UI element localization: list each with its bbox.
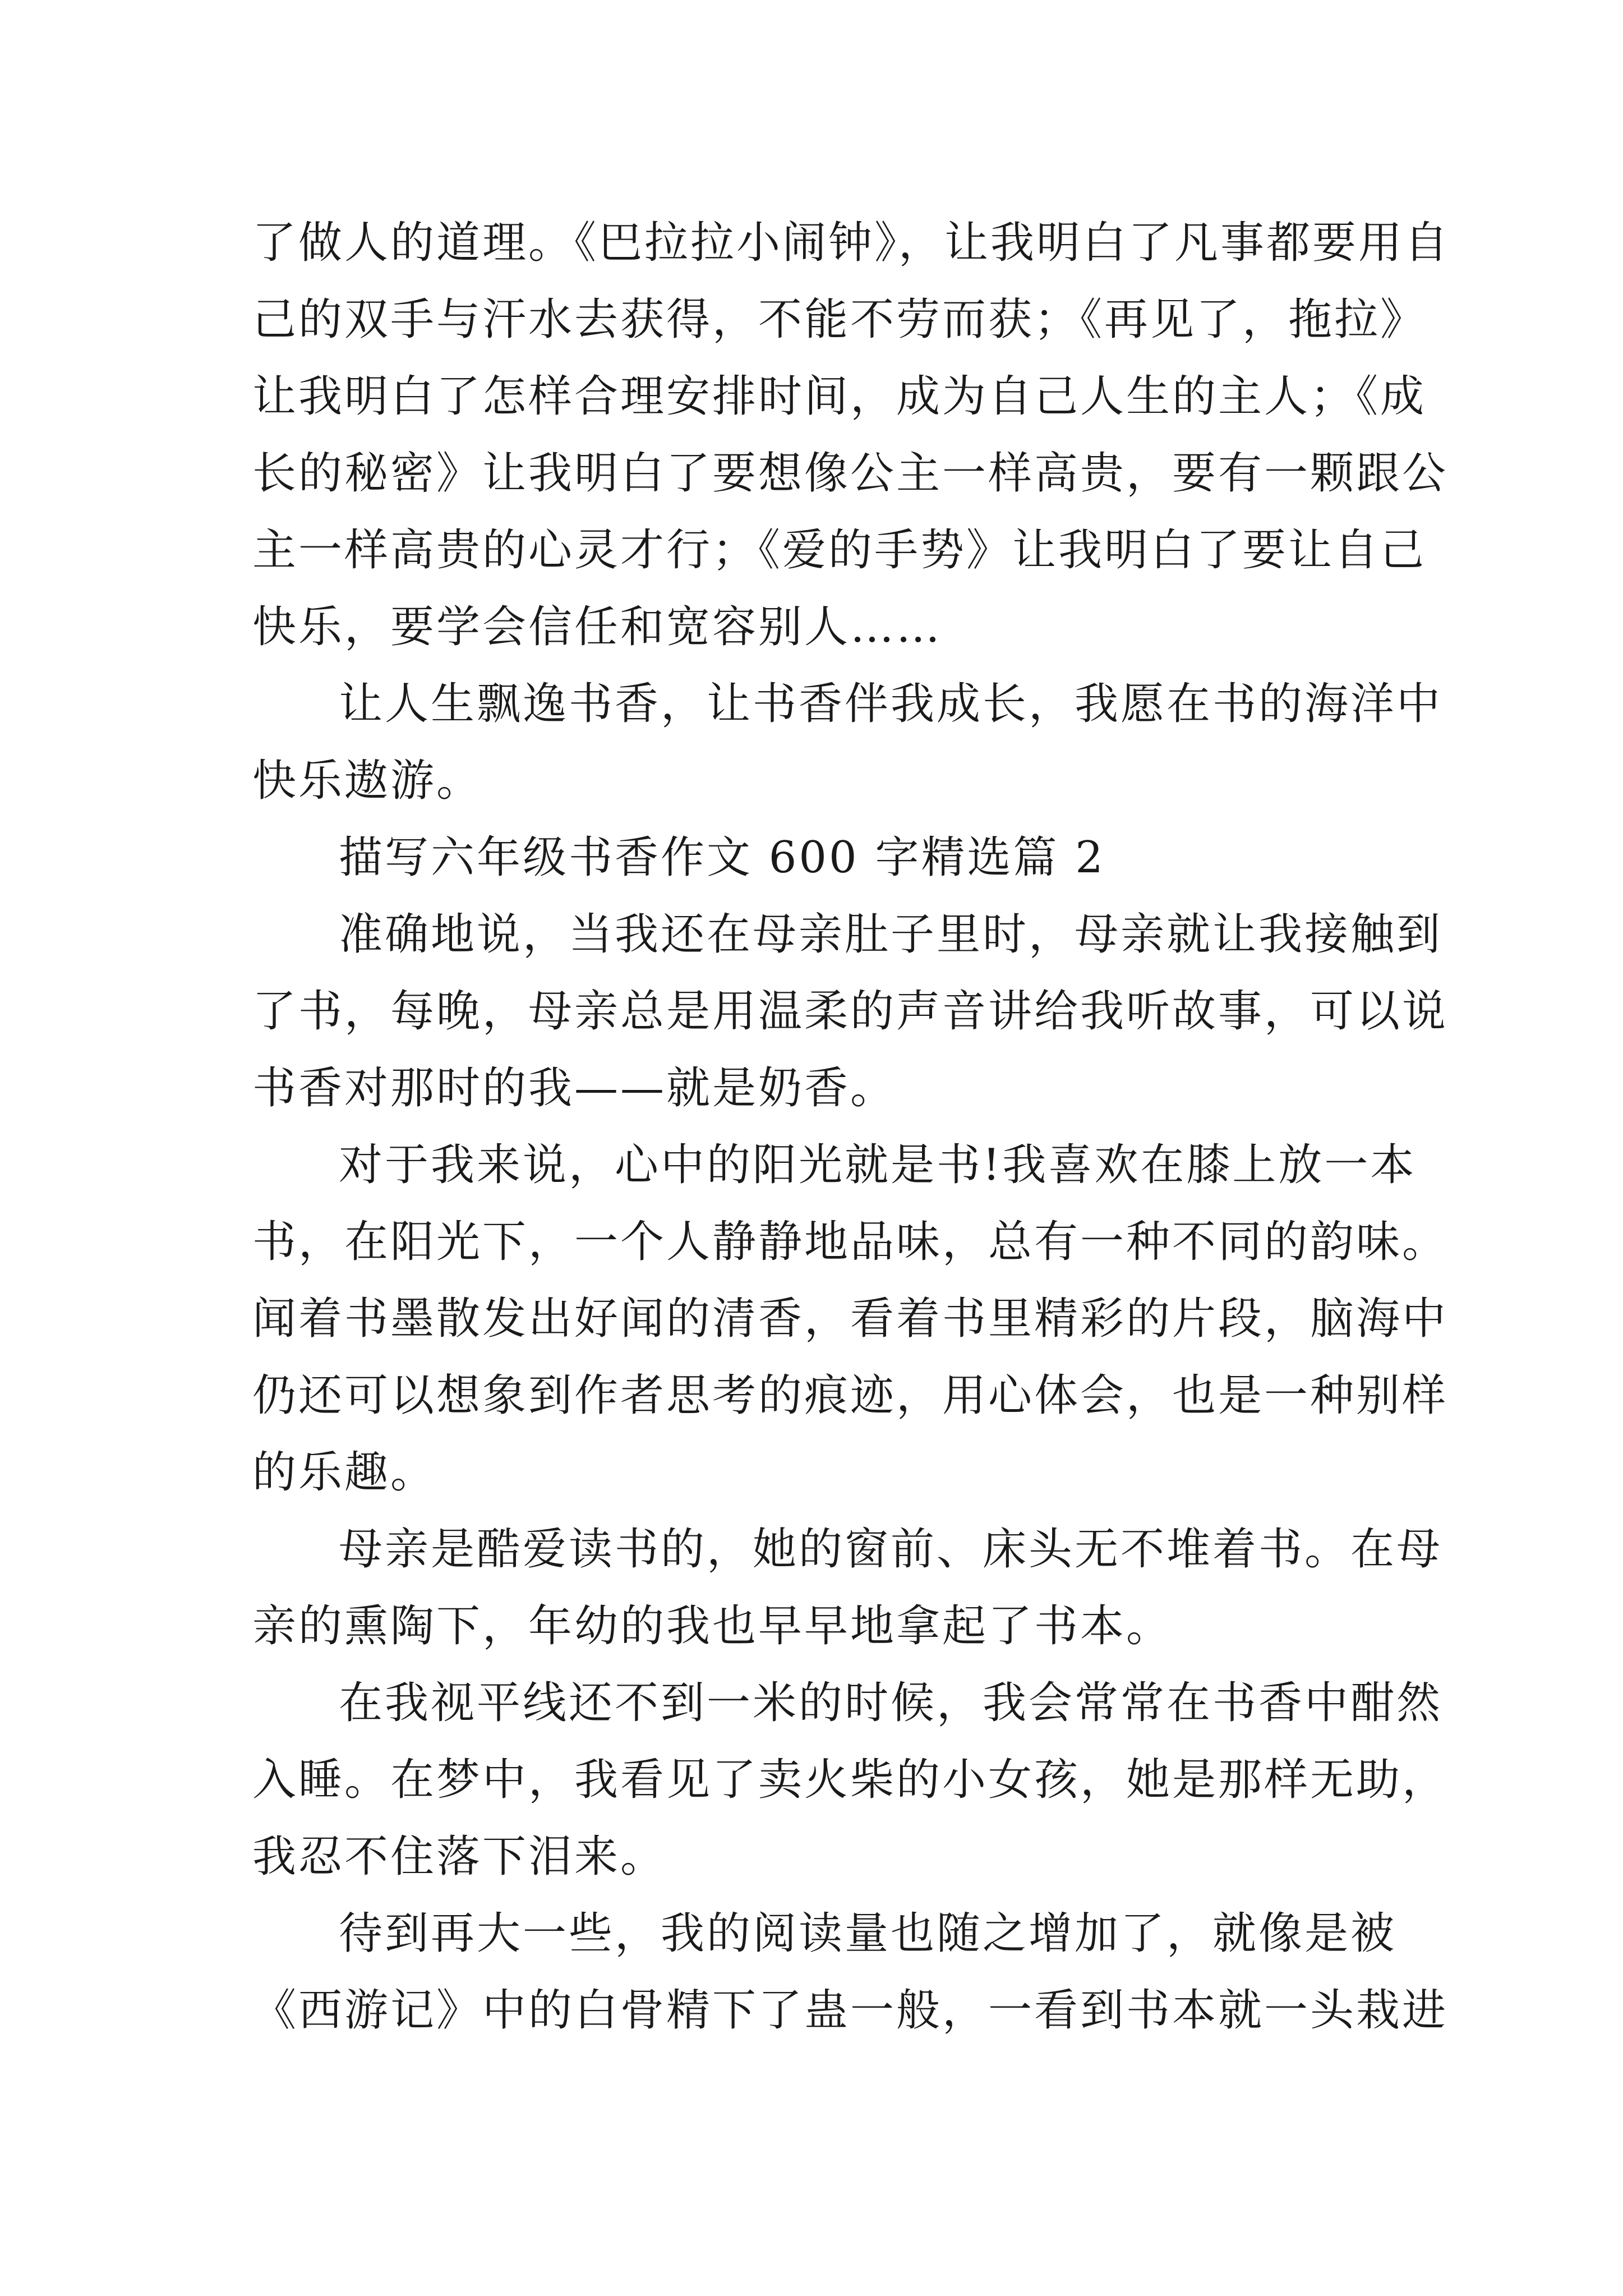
text-line: 闻着书墨散发出好闻的清香，看着书里精彩的片段，脑海中 (252, 1294, 1449, 1344)
paragraph-start: 准确地说，当我还在母亲肚子里时，母亲就让我接触到 (339, 909, 1443, 960)
paragraph-start: 对于我来说，心中的阳光就是书!我喜欢在膝上放一本 (339, 1140, 1417, 1190)
text-line: 让我明白了怎样合理安排时间，成为自己人生的主人；《成 (252, 371, 1427, 422)
text-line: 己的双手与汗水去获得，不能不劳而获；《再见了，拖拉》 (252, 295, 1427, 345)
text-line: 了做人的道理。《巴拉拉小闹钟》，让我明白了凡事都要用自 (252, 218, 1451, 268)
text-line: 主一样高贵的心灵才行；《爱的手势》让我明白了要让自己 (252, 525, 1427, 576)
text-line: 入睡。在梦中，我看见了卖火柴的小女孩，她是那样无助， (252, 1755, 1449, 1805)
text-line: 快乐，要学会信任和宽容别人…… (252, 602, 943, 652)
text-line: 书香对那时的我——就是奶香。 (252, 1063, 897, 1114)
paragraph-start: 待到再大一些，我的阅读量也随之增加了，就像是被 (339, 1908, 1397, 1959)
paragraph-start: 让人生飘逸书香，让书香伴我成长，我愿在书的海洋中 (339, 679, 1443, 729)
text-line: 亲的熏陶下，年幼的我也早早地拿起了书本。 (252, 1601, 1173, 1651)
text-line: 快乐遨游。 (252, 756, 483, 806)
text-line: 的乐趣。 (252, 1447, 437, 1498)
paragraph-start: 在我视平线还不到一米的时候，我会常常在书香中酣然 (339, 1678, 1443, 1728)
section-heading: 描写六年级书香作文 600 字精选篇 2 (339, 832, 1105, 883)
text-line: 我忍不住落下泪来。 (252, 1832, 667, 1882)
text-line: 长的秘密》让我明白了要想像公主一样高贵，要有一颗跟公 (252, 448, 1449, 499)
text-line: 书，在阳光下，一个人静静地品味，总有一种不同的韵味。 (252, 1217, 1449, 1267)
text-line: 了书，每晚，母亲总是用温柔的声音讲给我听故事，可以说 (252, 986, 1449, 1037)
text-line: 仍还可以想象到作者思考的痕迹，用心体会，也是一种别样 (252, 1370, 1449, 1421)
text-line: 《西游记》中的白骨精下了蛊一般，一看到书本就一头栽进 (252, 1985, 1449, 2036)
paragraph-start: 母亲是酷爱读书的，她的窗前、床头无不堆着书。在母 (339, 1524, 1443, 1575)
